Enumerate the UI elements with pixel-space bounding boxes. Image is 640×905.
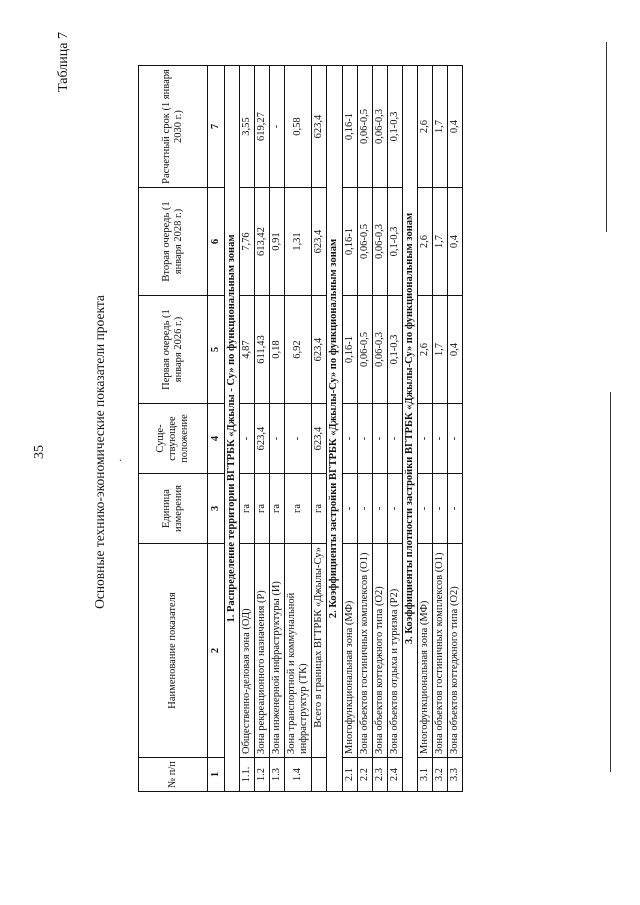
table-row bbox=[270, 66, 285, 792]
section-header-row bbox=[225, 66, 240, 792]
document-title: Основные технико-экономические показатели проекта bbox=[92, 295, 107, 609]
indicator-name: Многофункциональная зона (МФ) bbox=[342, 544, 357, 758]
column-number: 7 bbox=[208, 66, 225, 188]
first-stage-value: 623,4 bbox=[312, 296, 327, 404]
row-number: 3.2 bbox=[432, 758, 447, 792]
row-number: 2.1 bbox=[342, 758, 357, 792]
final-value: 0,16-1 bbox=[342, 66, 357, 188]
row-number: 2.3 bbox=[372, 758, 387, 792]
second-stage-value: 0,06-0,3 bbox=[372, 188, 387, 296]
table-row bbox=[240, 66, 255, 792]
stray-dot: · bbox=[116, 458, 127, 462]
first-stage-value: 1,7 bbox=[432, 296, 447, 404]
header-cell: Вторая очередь (1 января 2028 г.) bbox=[139, 188, 208, 296]
final-value: 3,55 bbox=[240, 66, 255, 188]
second-stage-value: 0,4 bbox=[447, 188, 462, 296]
footer-rule bbox=[610, 392, 611, 772]
final-value: 0,1-0,3 bbox=[387, 66, 402, 188]
indicator-name: Всего в границах ВГТРБК «Джылы-Су» bbox=[312, 544, 327, 758]
page-number: 35 bbox=[32, 445, 47, 459]
second-stage-value: 1,31 bbox=[285, 188, 312, 296]
existing-value: - bbox=[285, 404, 312, 474]
unit-cell: - bbox=[372, 474, 387, 544]
column-number: 6 bbox=[208, 188, 225, 296]
footer-rule bbox=[606, 42, 607, 232]
indicator-name: Зона рекреационного назначения (Р) bbox=[255, 544, 270, 758]
row-number: 2.4 bbox=[387, 758, 402, 792]
existing-value: - bbox=[432, 404, 447, 474]
table-row bbox=[372, 66, 387, 792]
unit-cell: га bbox=[270, 474, 285, 544]
indicator-name: Зона объектов коттеджного типа (О2) bbox=[447, 544, 462, 758]
column-number: 3 bbox=[208, 474, 225, 544]
first-stage-value: 611,43 bbox=[255, 296, 270, 404]
existing-value: - bbox=[342, 404, 357, 474]
second-stage-value: 613,42 bbox=[255, 188, 270, 296]
existing-value: - bbox=[357, 404, 372, 474]
table-row bbox=[342, 66, 357, 792]
existing-value: - bbox=[417, 404, 432, 474]
indicator-name: Зона объектов гостиничных комплексов (О1) bbox=[357, 544, 372, 758]
unit-cell: - bbox=[447, 474, 462, 544]
table-row bbox=[312, 66, 327, 792]
indicator-name: Зона объектов отдыха и туризма (Р2) bbox=[387, 544, 402, 758]
second-stage-value: 0,1-0,3 bbox=[387, 188, 402, 296]
unit-cell: - bbox=[432, 474, 447, 544]
table-row bbox=[447, 66, 462, 792]
row-number: 2.2 bbox=[357, 758, 372, 792]
final-value: - bbox=[270, 66, 285, 188]
section-header-row bbox=[327, 66, 342, 792]
indicator-name: Зона инженерной инфраструктуры (И) bbox=[270, 544, 285, 758]
first-stage-value: 0,4 bbox=[447, 296, 462, 404]
header-row bbox=[139, 66, 208, 792]
unit-cell: - bbox=[417, 474, 432, 544]
second-stage-value: 2,6 bbox=[417, 188, 432, 296]
first-stage-value: 0,06-0,5 bbox=[357, 296, 372, 404]
final-value: 619,27 bbox=[255, 66, 270, 188]
unit-cell: - bbox=[342, 474, 357, 544]
header-cell: Наименование показателя bbox=[139, 544, 208, 758]
first-stage-value: 4,87 bbox=[240, 296, 255, 404]
header-cell: Единица измерения bbox=[139, 474, 208, 544]
section-title: 2. Коэффициенты застройки ВГТРБК «Джылы-Су» по функциональным зонам bbox=[327, 66, 342, 792]
row-number: 1.1. bbox=[240, 758, 255, 792]
second-stage-value: 623,4 bbox=[312, 188, 327, 296]
table-body bbox=[208, 66, 463, 792]
header-cell: Расчетный срок (1 января 2030 г.) bbox=[139, 66, 208, 188]
second-stage-value: 0,16-1 bbox=[342, 188, 357, 296]
section-title: 1. Распределение территории ВГТРБК «Джылы - Су» по функциональным зонам bbox=[225, 66, 240, 792]
final-value: 1,7 bbox=[432, 66, 447, 188]
table-row bbox=[255, 66, 270, 792]
existing-value: - bbox=[270, 404, 285, 474]
existing-value: - bbox=[447, 404, 462, 474]
first-stage-value: 6,92 bbox=[285, 296, 312, 404]
existing-value: - bbox=[240, 404, 255, 474]
header-cell: № п/п bbox=[139, 758, 208, 792]
final-value: 0,06-0,3 bbox=[372, 66, 387, 188]
final-value: 0,4 bbox=[447, 66, 462, 188]
unit-cell: га bbox=[285, 474, 312, 544]
indicators-table bbox=[138, 65, 463, 792]
existing-value: - bbox=[372, 404, 387, 474]
first-stage-value: 0,16-1 bbox=[342, 296, 357, 404]
indicator-name: Зона объектов коттеджного типа (О2) bbox=[372, 544, 387, 758]
final-value: 0,58 bbox=[285, 66, 312, 188]
row-number bbox=[312, 758, 327, 792]
column-number: 2 bbox=[208, 544, 225, 758]
unit-cell: - bbox=[357, 474, 372, 544]
header-cell: Суще- ствующее положение bbox=[139, 404, 208, 474]
unit-cell: га bbox=[255, 474, 270, 544]
indicator-name: Зона объектов гостиничных комплексов (О1) bbox=[432, 544, 447, 758]
rotated-document-page bbox=[20, 12, 620, 892]
second-stage-value: 1,7 bbox=[432, 188, 447, 296]
unit-cell: га bbox=[312, 474, 327, 544]
table-row bbox=[357, 66, 372, 792]
column-number: 4 bbox=[208, 404, 225, 474]
final-value: 0,06-0,5 bbox=[357, 66, 372, 188]
row-number: 1.2 bbox=[255, 758, 270, 792]
column-number-row bbox=[208, 66, 225, 792]
first-stage-value: 0,18 bbox=[270, 296, 285, 404]
existing-value: 623,4 bbox=[255, 404, 270, 474]
table-label: Таблица 7 bbox=[56, 32, 71, 92]
unit-cell: га bbox=[240, 474, 255, 544]
table-row bbox=[285, 66, 312, 792]
first-stage-value: 0,06-0,3 bbox=[372, 296, 387, 404]
section-title: 3. Коэффициенты плотности застройки ВГТРБК «Джылы-Су» по функциональным зонам bbox=[402, 66, 417, 792]
second-stage-value: 7,76 bbox=[240, 188, 255, 296]
final-value: 623,4 bbox=[312, 66, 327, 188]
second-stage-value: 0,91 bbox=[270, 188, 285, 296]
table-row bbox=[432, 66, 447, 792]
existing-value: - bbox=[387, 404, 402, 474]
row-number: 1.3 bbox=[270, 758, 285, 792]
table-row bbox=[387, 66, 402, 792]
existing-value: 623,4 bbox=[312, 404, 327, 474]
indicator-name: Общественно-деловая зона (ОД) bbox=[240, 544, 255, 758]
row-number: 1.4 bbox=[285, 758, 312, 792]
indicator-name: Многофункциональная зона (МФ) bbox=[417, 544, 432, 758]
section-header-row bbox=[402, 66, 417, 792]
final-value: 2,6 bbox=[417, 66, 432, 188]
column-number: 5 bbox=[208, 296, 225, 404]
unit-cell: - bbox=[387, 474, 402, 544]
second-stage-value: 0,06-0,5 bbox=[357, 188, 372, 296]
column-number: 1 bbox=[208, 758, 225, 792]
table-row bbox=[417, 66, 432, 792]
indicator-name: Зона транспортной и коммунальной инфраструктур (ТК) bbox=[285, 544, 312, 758]
row-number: 3.1 bbox=[417, 758, 432, 792]
header-cell: Первая очередь (1 января 2026 г.) bbox=[139, 296, 208, 404]
first-stage-value: 0,1-0,3 bbox=[387, 296, 402, 404]
first-stage-value: 2,6 bbox=[417, 296, 432, 404]
row-number: 3.3 bbox=[447, 758, 462, 792]
